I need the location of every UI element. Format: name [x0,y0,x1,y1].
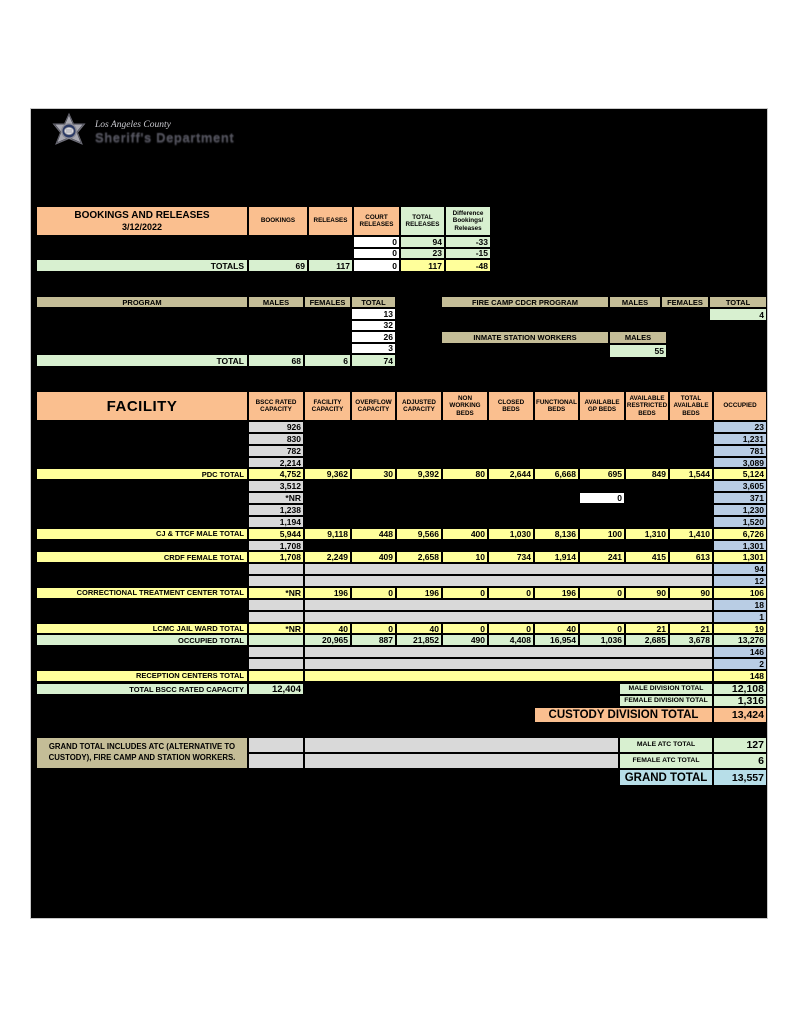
facility-cell-bscc [248,611,304,623]
facility-cell: 0 [351,623,396,635]
facility-cell: 887 [351,634,396,646]
facility-cell: 40 [534,623,579,635]
facility-cell: 2,658 [396,551,442,563]
program-total-total: 74 [351,354,396,367]
bookings-row-court: 0 [353,236,400,248]
station-workers-title: INMATE STATION WORKERS [441,331,609,344]
sheriff-star-icon [51,111,87,153]
facility-cell-bscc [248,575,304,587]
facility-cell: 241 [579,551,625,563]
facility-cell: 196 [534,587,579,599]
atc-empty-cell [248,753,304,769]
facility-row-label: OCCUPIED TOTAL [36,634,248,646]
facility-column-header: TOTAL AVAILABLE BEDS [669,391,713,421]
bookings-totals-court: 0 [353,259,400,272]
facility-cell: 1,544 [669,468,713,480]
facility-cell: 21 [669,623,713,635]
facility-cell-occupied: 1,231 [713,433,767,445]
facility-merged-cell [304,599,713,611]
program-header-total: TOTAL [351,296,396,308]
bookings-totals-bookings: 69 [248,259,308,272]
facility-row-label: RECEPTION CENTERS TOTAL [36,670,248,682]
facility-cell-occupied: 148 [713,670,767,682]
facility-cell-bscc: 1,708 [248,540,304,552]
facility-cell: 196 [396,587,442,599]
facility-cell: 9,118 [304,528,351,540]
facility-cell: 30 [351,468,396,480]
bookings-totals-label: TOTALS [36,259,248,272]
facility-cell: 40 [304,623,351,635]
facility-cell-occupied: 18 [713,599,767,611]
facility-cell-occupied: 23 [713,421,767,433]
facility-cell [248,634,304,646]
fire-camp-total-value: 4 [709,308,767,321]
facility-cell: 16,954 [534,634,579,646]
facility-cell-bscc: 926 [248,421,304,433]
facility-cell: 80 [442,468,488,480]
program-header-females: FEMALES [304,296,351,308]
facility-cell: 0 [442,623,488,635]
total-bscc-value: 12,404 [248,683,304,695]
bookings-table-date: 3/12/2022 [121,221,163,232]
facility-row-label: CORRECTIONAL TREATMENT CENTER TOTAL [36,587,248,599]
facility-cell: 106 [713,587,767,599]
program-row-total: 13 [351,308,396,320]
facility-cell: 0 [442,587,488,599]
sheriff-logo [51,111,234,153]
facility-cell: 90 [669,587,713,599]
facility-cell: 90 [625,587,669,599]
facility-cell-occupied: 1,230 [713,504,767,516]
bookings-totals-total: 117 [400,259,445,272]
facility-cell: 1,310 [625,528,669,540]
facility-cell-bscc [248,670,304,682]
facility-cell-bscc [248,563,304,575]
bookings-totals-releases: 117 [308,259,353,272]
grand-total-value: 13,557 [713,769,767,786]
facility-cell: 40 [396,623,442,635]
facility-cell: 2,249 [304,551,351,563]
facility-cell: 21 [625,623,669,635]
facility-cell-occupied: 3,089 [713,457,767,469]
facility-cell: 9,566 [396,528,442,540]
facility-cell-bscc: 1,238 [248,504,304,516]
female-division-value: 1,316 [713,695,767,707]
facility-column-header: NON WORKING BEDS [442,391,488,421]
bookings-table-title: BOOKINGS AND RELEASES [74,209,210,221]
facility-column-header: BSCC RATED CAPACITY [248,391,304,421]
program-row-total: 26 [351,331,396,343]
logo-county-text: Los Angeles County [95,119,171,130]
facility-cell: 0 [351,587,396,599]
facility-merged-cell [304,575,713,587]
program-header-males: MALES [248,296,304,308]
facility-cell: 21,852 [396,634,442,646]
facility-cell: 13,276 [713,634,767,646]
facility-merged-cell [304,563,713,575]
facility-cell-bscc: 2,214 [248,457,304,469]
facility-cell-occupied: 781 [713,445,767,457]
facility-cell: 5,124 [713,468,767,480]
facility-cell: 5,944 [248,528,304,540]
facility-row-label: LCMC JAIL WARD TOTAL [36,623,248,635]
facility-column-header: FACILITY CAPACITY [304,391,351,421]
facility-cell: 849 [625,468,669,480]
facility-cell: 490 [442,634,488,646]
facility-cell-occupied: 2 [713,658,767,670]
report-canvas [30,108,768,919]
facility-row-label: CRDF FEMALE TOTAL [36,551,248,563]
facility-cell: 6,668 [534,468,579,480]
atc-empty-merged-cell [304,753,619,769]
grand-total-note-line1: GRAND TOTAL INCLUDES ATC (ALTERNATIVE TO [48,742,236,752]
facility-merged-cell [304,611,713,623]
col-header-difference: Difference Bookings/ Releases [445,206,491,236]
grand-total-note-line2: CUSTODY), FIRE CAMP AND STATION WORKERS. [48,753,236,762]
facility-cell: 400 [442,528,488,540]
col-header-bookings: BOOKINGS [248,206,308,236]
custody-division-value: 13,424 [713,707,767,723]
facility-column-header: CLOSED BEDS [488,391,534,421]
atc-empty-merged-cell [304,737,619,753]
facility-merged-cell [304,658,713,670]
facility-cell: 10 [442,551,488,563]
male-division-label: MALE DIVISION TOTAL [619,683,713,695]
logo-department-text: Sheriff's Department [95,129,235,145]
facility-cell: 695 [579,468,625,480]
facility-cell: 196 [304,587,351,599]
facility-cell: 734 [488,551,534,563]
facility-cell-available-gp: 0 [579,492,625,504]
facility-cell-bscc: 1,194 [248,516,304,528]
facility-merged-cell [304,670,713,682]
program-total-females: 6 [304,354,351,367]
facility-cell-bscc: 3,512 [248,480,304,492]
facility-cell: 100 [579,528,625,540]
fire-camp-header-males: MALES [609,296,661,308]
facility-cell: 1,708 [248,551,304,563]
facility-cell: 415 [625,551,669,563]
facility-column-header: AVAILABLE RESTRICTED BEDS [625,391,669,421]
facility-cell: 1,030 [488,528,534,540]
facility-cell: 19 [713,623,767,635]
facility-cell-occupied: 94 [713,563,767,575]
facility-cell-bscc: *NR [248,492,304,504]
facility-cell: 4,752 [248,468,304,480]
bookings-totals-diff: -48 [445,259,491,272]
station-workers-value: 55 [609,344,667,358]
col-header-releases: RELEASES [308,206,353,236]
facility-cell: 8,136 [534,528,579,540]
col-header-court-releases: COURT RELEASES [353,206,400,236]
facility-cell: 9,362 [304,468,351,480]
female-atc-label: FEMALE ATC TOTAL [619,753,713,769]
facility-cell: 1,036 [579,634,625,646]
grand-total-label: GRAND TOTAL [619,769,713,786]
bookings-table-title-cell [36,206,248,236]
bookings-row-court: 0 [353,248,400,260]
facility-cell: 448 [351,528,396,540]
facility-cell-bscc [248,646,304,658]
program-total-males: 68 [248,354,304,367]
fire-camp-header-females: FEMALES [661,296,709,308]
facility-column-header: OVERFLOW CAPACITY [351,391,396,421]
facility-cell: 4,408 [488,634,534,646]
bookings-row-total: 94 [400,236,445,248]
custody-division-label: CUSTODY DIVISION TOTAL [534,707,713,723]
female-atc-value: 6 [713,753,767,769]
facility-cell: 613 [669,551,713,563]
facility-cell: 0 [579,623,625,635]
facility-cell: 2,685 [625,634,669,646]
facility-cell: 6,726 [713,528,767,540]
facility-cell: 0 [488,623,534,635]
facility-cell-occupied: 1 [713,611,767,623]
female-division-label: FEMALE DIVISION TOTAL [619,695,713,707]
facility-cell-bscc [248,658,304,670]
facility-cell: 1,301 [713,551,767,563]
facility-cell: 0 [579,587,625,599]
facility-column-header: AVAILABLE GP BEDS [579,391,625,421]
facility-cell-bscc: 830 [248,433,304,445]
facility-cell: 9,392 [396,468,442,480]
facility-cell: 1,410 [669,528,713,540]
program-row-total: 3 [351,343,396,355]
atc-empty-cell [248,737,304,753]
station-workers-header-males: MALES [609,331,667,344]
facility-cell: 3,678 [669,634,713,646]
facility-cell: 2,644 [488,468,534,480]
facility-cell: *NR [248,623,304,635]
male-division-value: 12,108 [713,683,767,695]
program-row-total: 32 [351,320,396,332]
facility-cell-bscc: 782 [248,445,304,457]
male-atc-value: 127 [713,737,767,753]
facility-cell: 20,965 [304,634,351,646]
facility-column-header: ADJUSTED CAPACITY [396,391,442,421]
facility-cell-occupied: 1,520 [713,516,767,528]
logo-text [95,120,234,145]
facility-table-title: FACILITY [36,391,248,421]
facility-column-header: OCCUPIED [713,391,767,421]
total-bscc-label: TOTAL BSCC RATED CAPACITY [36,683,248,695]
program-total-label: TOTAL [36,354,248,367]
facility-cell-occupied: 146 [713,646,767,658]
facility-cell-occupied: 12 [713,575,767,587]
facility-cell-occupied: 371 [713,492,767,504]
facility-cell-occupied: 3,605 [713,480,767,492]
bookings-row-diff: -33 [445,236,491,248]
facility-merged-cell [304,646,713,658]
facility-cell: 1,914 [534,551,579,563]
male-atc-label: MALE ATC TOTAL [619,737,713,753]
col-header-total-releases: TOTAL RELEASES [400,206,445,236]
facility-cell: *NR [248,587,304,599]
facility-column-header: FUNCTIONAL BEDS [534,391,579,421]
facility-row-label: CJ & TTCF MALE TOTAL [36,528,248,540]
facility-cell-bscc [248,599,304,611]
grand-total-note [36,737,248,769]
program-header: PROGRAM [36,296,248,308]
facility-row-label: PDC TOTAL [36,468,248,480]
facility-cell: 0 [488,587,534,599]
fire-camp-title: FIRE CAMP CDCR PROGRAM [441,296,609,308]
facility-cell: 409 [351,551,396,563]
bookings-row-total: 23 [400,248,445,260]
facility-cell-occupied: 1,301 [713,540,767,552]
bookings-row-diff: -15 [445,248,491,260]
fire-camp-header-total: TOTAL [709,296,767,308]
